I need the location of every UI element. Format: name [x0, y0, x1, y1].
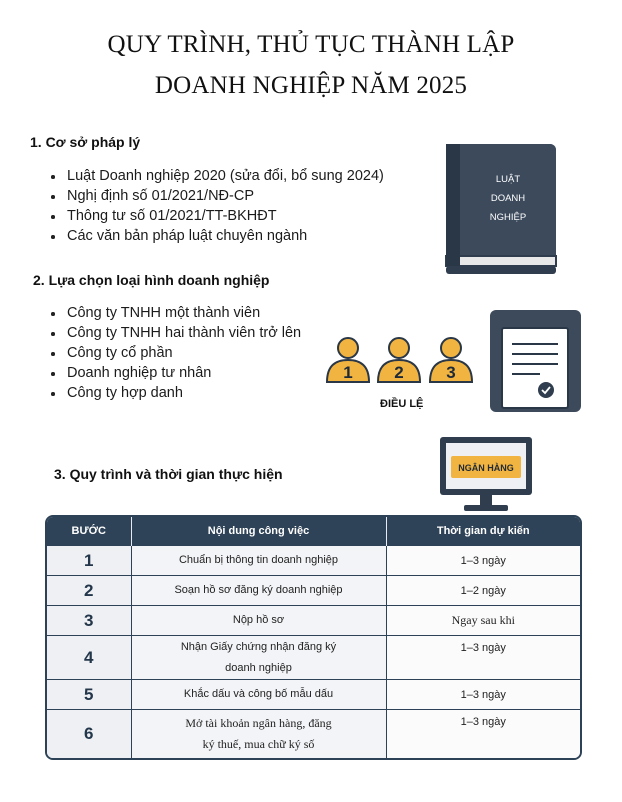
- table-row: [47, 710, 580, 758]
- step-time: 1–2 ngày: [386, 576, 580, 606]
- section-1-heading: 1. Cơ sở pháp lý: [30, 134, 141, 150]
- column-header-time: Thời gian dự kiến: [386, 517, 580, 546]
- step-number: 3: [47, 606, 131, 636]
- step-number: 6: [47, 710, 131, 758]
- list-item: Công ty TNHH hai thành viên trở lên: [45, 323, 301, 343]
- list-item: Công ty cổ phần: [45, 343, 301, 363]
- book-line-1: LUẬT: [495, 174, 521, 185]
- person-number: 3: [446, 363, 456, 382]
- step-content-line: Nhận Giấy chứng nhận đăng ký: [180, 640, 337, 653]
- step-content: [131, 636, 386, 680]
- table-row: [47, 576, 580, 606]
- step-content: [131, 680, 386, 710]
- document-icon: [488, 308, 583, 414]
- list-item: Nghị định số 01/2021/NĐ-CP: [45, 186, 384, 206]
- step-time: 1–3 ngày: [386, 546, 580, 576]
- person-icon: [376, 336, 422, 384]
- title-line-2: DOANH NGHIỆP NĂM 2025: [154, 72, 468, 99]
- person-number: 2: [394, 363, 404, 382]
- bank-monitor-icon: [438, 435, 534, 515]
- section-3-heading: 3. Quy trình và thời gian thực hiện: [54, 466, 283, 482]
- person-icon: [325, 336, 371, 384]
- charter-caption: ĐIỀU LỆ: [380, 398, 424, 410]
- column-header-step: BƯỚC: [47, 517, 131, 546]
- column-header-content: Nội dung công việc: [131, 517, 386, 546]
- step-content: [131, 576, 386, 606]
- step-content-line: Chuẩn bị thông tin doanh nghiệp: [178, 554, 339, 566]
- step-number: 2: [47, 576, 131, 606]
- table-row: [47, 606, 580, 636]
- table-row: [47, 680, 580, 710]
- book-line-2: DOANH: [490, 193, 526, 204]
- table-row: [47, 546, 580, 576]
- step-number: 5: [47, 680, 131, 710]
- list-item: Doanh nghiệp tư nhân: [45, 363, 301, 383]
- step-content-line: Nộp hồ sơ: [232, 614, 285, 626]
- step-content-line: Mở tài khoản ngân hàng, đăng: [185, 715, 332, 730]
- list-item: Thông tư số 01/2021/TT-BKHĐT: [45, 206, 384, 226]
- step-time: 1–3 ngày: [386, 680, 580, 710]
- page-title: [0, 24, 622, 106]
- step-number: 1: [47, 546, 131, 576]
- table-header-row: [47, 517, 580, 546]
- step-time: [386, 606, 580, 636]
- table-row: [47, 636, 580, 680]
- section-2-list: [45, 303, 301, 403]
- step-content-line: Khắc dấu và công bố mẫu dấu: [183, 688, 334, 700]
- law-book-icon: [444, 142, 558, 276]
- step-content-line: Soạn hồ sơ đăng ký doanh nghiệp: [174, 584, 343, 596]
- section-2-heading: 2. Lựa chọn loại hình doanh nghiệp: [33, 272, 270, 288]
- list-item: Công ty TNHH một thành viên: [45, 303, 301, 323]
- step-content-line: doanh nghiệp: [225, 661, 292, 674]
- book-line-3: NGHIỆP: [489, 212, 527, 223]
- step-content: [131, 606, 386, 636]
- step-number: 4: [47, 636, 131, 680]
- title-line-1: QUY TRÌNH, THỦ TỤC THÀNH LẬP: [107, 31, 515, 58]
- step-time: 1–3 ngày: [386, 636, 580, 680]
- step-content: [131, 710, 386, 758]
- person-icon: [428, 336, 474, 384]
- list-item: Công ty hợp danh: [45, 383, 301, 403]
- list-item: Các văn bản pháp luật chuyên ngành: [45, 226, 384, 246]
- process-table: [45, 515, 582, 760]
- bank-label: NGÂN HÀNG: [458, 463, 514, 473]
- step-content-line: ký thuế, mua chữ ký số: [202, 736, 315, 751]
- step-time: 1–3 ngày: [386, 710, 580, 758]
- step-content: [131, 546, 386, 576]
- section-1-list: [45, 166, 384, 246]
- step-time-text: Ngay sau khi: [451, 613, 515, 627]
- list-item: Luật Doanh nghiệp 2020 (sửa đổi, bổ sung 2024): [45, 166, 384, 186]
- person-number: 1: [343, 363, 353, 382]
